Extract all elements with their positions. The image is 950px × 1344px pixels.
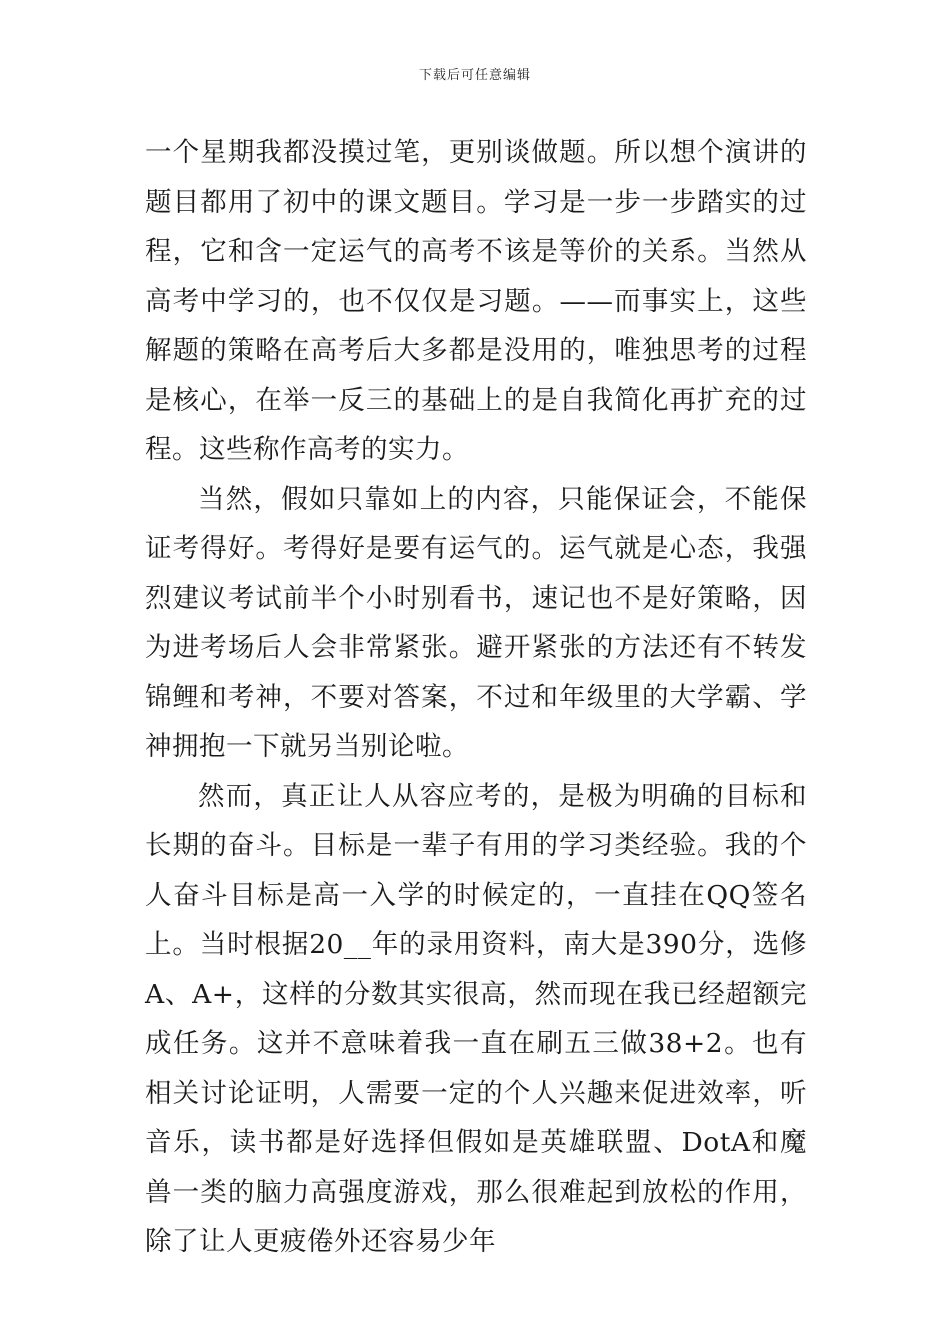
page-header: 下载后可任意编辑 [418,68,531,83]
paragraph-2: 当然，假如只靠如上的内容，只能保证会，不能保证考得好。考得好是要有运气的。运气就是心态，我强烈建议考试前半个小时别看书，速记也不是好策略，因为进考场后人会非常紧张。避开紧张的方法还有不转发锦鲤和考神，不要对答案，不过和年级里的大学霸、学神拥抱一下就另当别论啦。 [145,483,807,762]
paragraph-1: 一个星期我都没摸过笔，更别谈做题。所以想个演讲的题目都用了初中的课文题目。学习是一步一步踏实的过程，它和含一定运气的高考不该是等价的关系。当然从高考中学习的，也不仅仅是习题。——而事实上，这些解题的策略在高考后大多都是没用的，唯独思考的过程是核心，在举一反三的基础上的是自我简化再扩充的过程。这些称作高考的实力。 [145,137,807,465]
paragraph-3: 然而，真正让人从容应考的，是极为明确的目标和长期的奋斗。目标是一辈子有用的学习类经验。我的个人奋斗目标是高一入学的时候定的，一直挂在QQ签名上。当时根据20__年的录用资料，南大是390分，选修A、A+，这样的分数其实很高，然而现在我已经超额完成任务。这并不意味着我一直在刷五三做38+2。也有相关讨论证明，人需要一定的个人兴趣来促进效率，听音乐，读书都是好选择但假如是英雄联盟、DotA和魔兽一类的脑力高强度游戏，那么很难起到放松的作用，除了让人更疲倦外还容易少年 [145,780,807,1257]
document-body [145,128,807,1267]
